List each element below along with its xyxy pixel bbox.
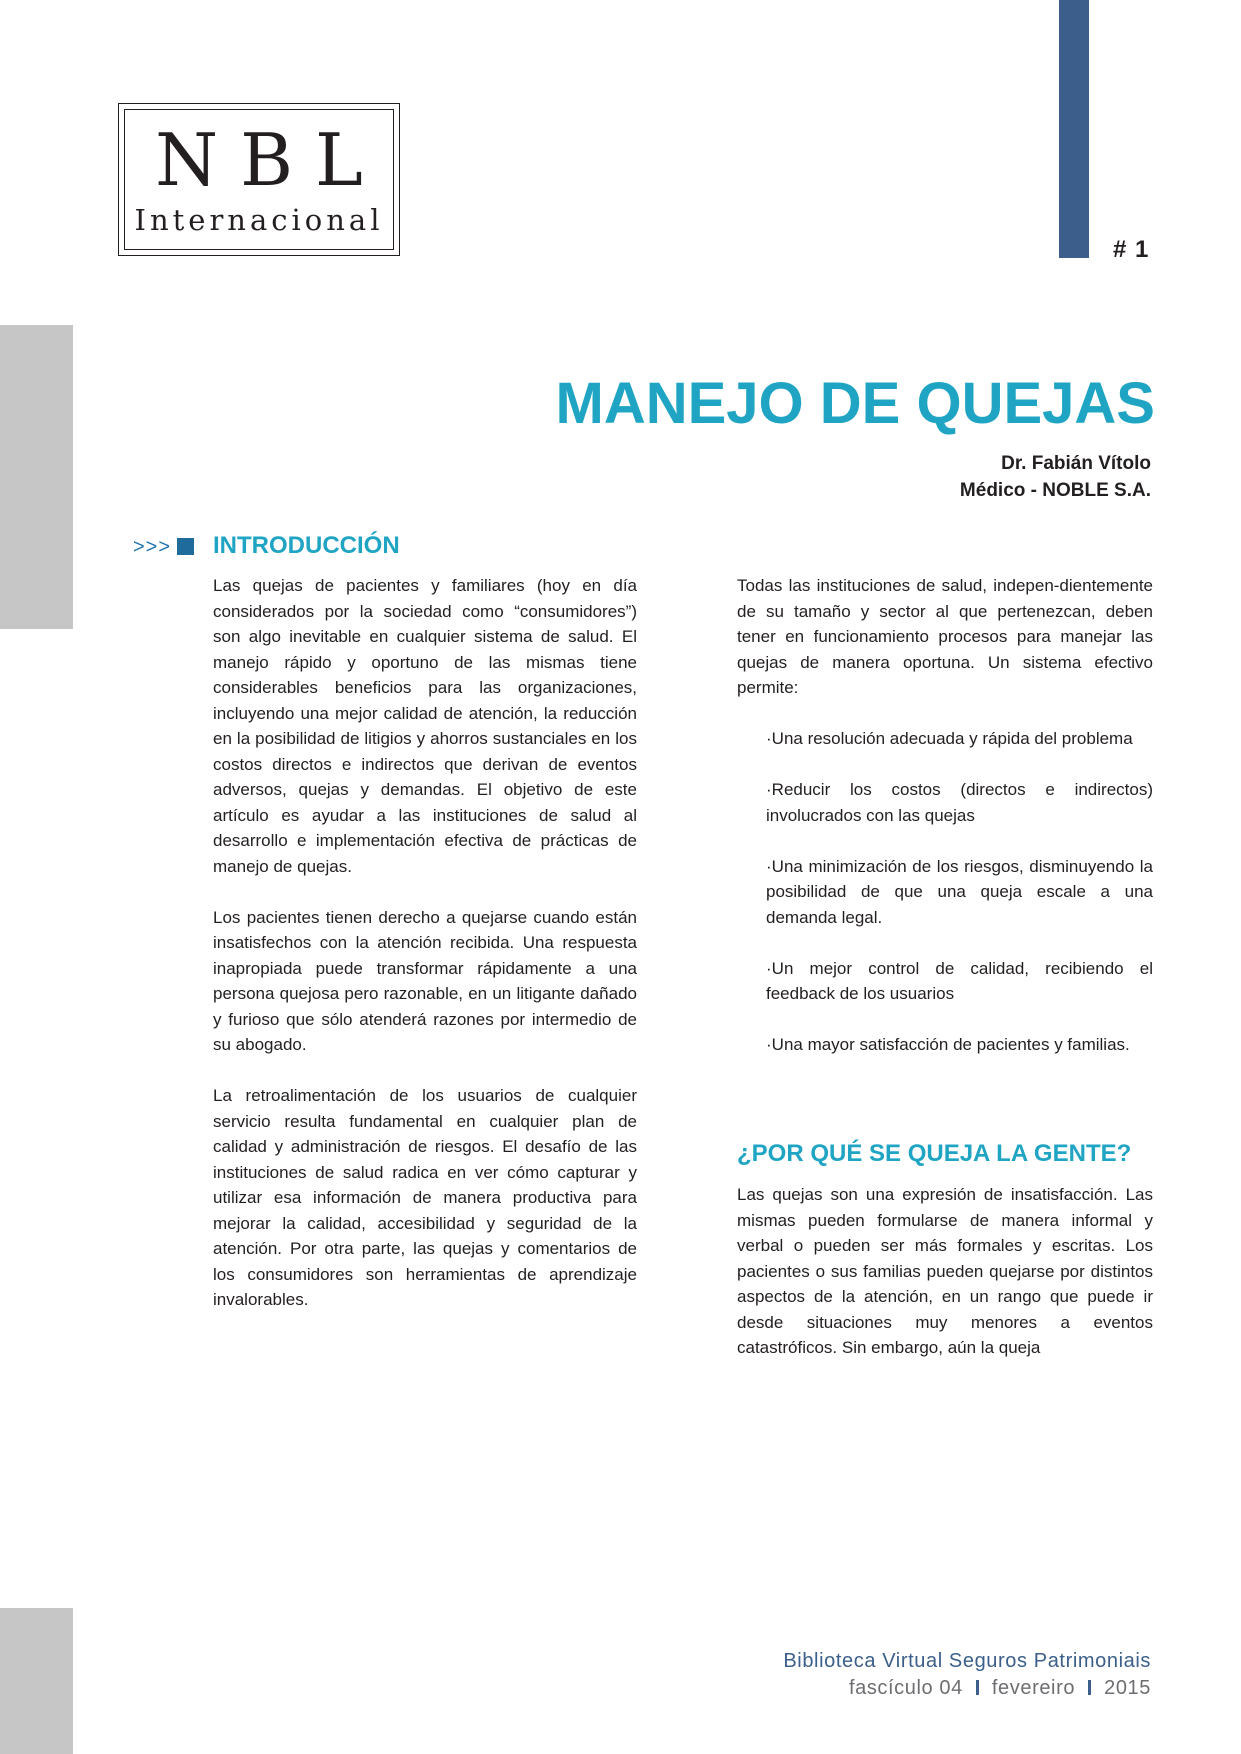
footer-separator (1088, 1680, 1091, 1695)
top-accent-bar (1059, 0, 1089, 258)
issue-number: # 1 (1113, 236, 1150, 263)
benefits-list (737, 726, 1153, 1058)
list-item: ·Reducir los costos (directos e indirectos) involucrados con las quejas (766, 780, 1153, 825)
intro-right-paragraph: Todas las instituciones de salud, indepen-dientemente de su tamaño y sector al que pertenezcan, deben tener en funcionamiento procesos para manejar las quejas de manera oportuna. Un sistema efectivo permite: (737, 576, 1153, 697)
footer-separator (976, 1680, 979, 1695)
footer-month: fevereiro (991, 1677, 1076, 1699)
page-footer (783, 1648, 1151, 1702)
section-marker: >>> (133, 536, 172, 558)
why-paragraph: Las quejas son una expresión de insatisfacción. Las mismas pueden formularse de manera informal y verbal o pueden ser más formales y escritas. Los pacientes o sus familias pueden quejarse por distintos aspectos de la atención, en un rango que puede ir desde situaciones muy menores a eventos catastróficos. Sin embargo, aún la queja (737, 1185, 1153, 1357)
author-block (960, 450, 1151, 504)
author-role: Médico - NOBLE S.A. (959, 480, 1151, 501)
footer-publication: Biblioteca Virtual Seguros Patrimoniais (783, 1650, 1151, 1672)
logo-sub-text: Internacional (134, 203, 384, 237)
intro-left-column (213, 573, 637, 1313)
list-item: ·Una minimización de los riesgos, disminuyendo la posibilidad de que una queja escale a una demanda legal. (766, 856, 1153, 927)
heading-por-que-se-queja: ¿POR QUÉ SE QUEJA LA GENTE? (737, 1140, 1132, 1167)
heading-introduccion: INTRODUCCIÓN (213, 532, 400, 559)
side-decor-bar-top (0, 325, 73, 629)
intro-paragraph-2: Los pacientes tienen derecho a quejarse cuando están insatisfechos con la atención recibida. Una respuesta inapropiada puede transformar rápidamente a una persona quejosa pero razonable, en un litigante dañado y furioso que sólo atenderá razones por intermedio de su abogado. (213, 907, 637, 1054)
nbl-logo (118, 103, 400, 256)
intro-right-column (737, 573, 1153, 1083)
list-item: ·Una resolución adecuada y rápida del problema (766, 729, 1133, 748)
side-decor-bar-bottom (0, 1608, 73, 1754)
intro-paragraph-1: Las quejas de pacientes y familiares (hoy en día considerados por la sociedad como “consumidores”) son algo inevitable en cualquier sistema de salud. El manejo rápido y oportuno de las mismas tiene considerables beneficios para las organizaciones, incluyendo una mejor calidad de atención, la reducción en la posibilidad de litigios y ahorros sustanciales en los costos directos e indirectos que derivan de eventos adversos, quejas y demandas. El objetivo de este artículo es ayudar a las instituciones de salud al desarrollo e implementación efectiva de prácticas de manejo de quejas. (213, 576, 637, 876)
list-item: ·Un mejor control de calidad, recibiendo el feedback de los usuarios (766, 958, 1153, 1003)
list-item: ·Una mayor satisfacción de pacientes y familias. (766, 1035, 1130, 1054)
section-marker-square-icon (177, 538, 194, 555)
footer-issue-info (783, 1675, 1151, 1702)
footer-year: 2015 (1104, 1677, 1151, 1699)
footer-fascicle: fascículo 04 (848, 1677, 963, 1699)
page-title: MANEJO DE QUEJAS (555, 371, 1155, 436)
why-column (737, 1182, 1153, 1361)
intro-paragraph-3: La retroalimentación de los usuarios de cualquier servicio resulta fundamental en cualquier plan de calidad y administración de riesgos. El desafío de las instituciones de salud radica en ver cómo capturar y utilizar esa información de manera productiva para mejorar la calidad, accesibilidad y seguridad de la atención. Por otra parte, las quejas y comentarios de los consumidores son herramientas de aprendizaje invalorables. (213, 1086, 637, 1309)
author-name: Dr. Fabián Vítolo (1001, 453, 1151, 474)
logo-main-text: NBL (155, 118, 385, 202)
